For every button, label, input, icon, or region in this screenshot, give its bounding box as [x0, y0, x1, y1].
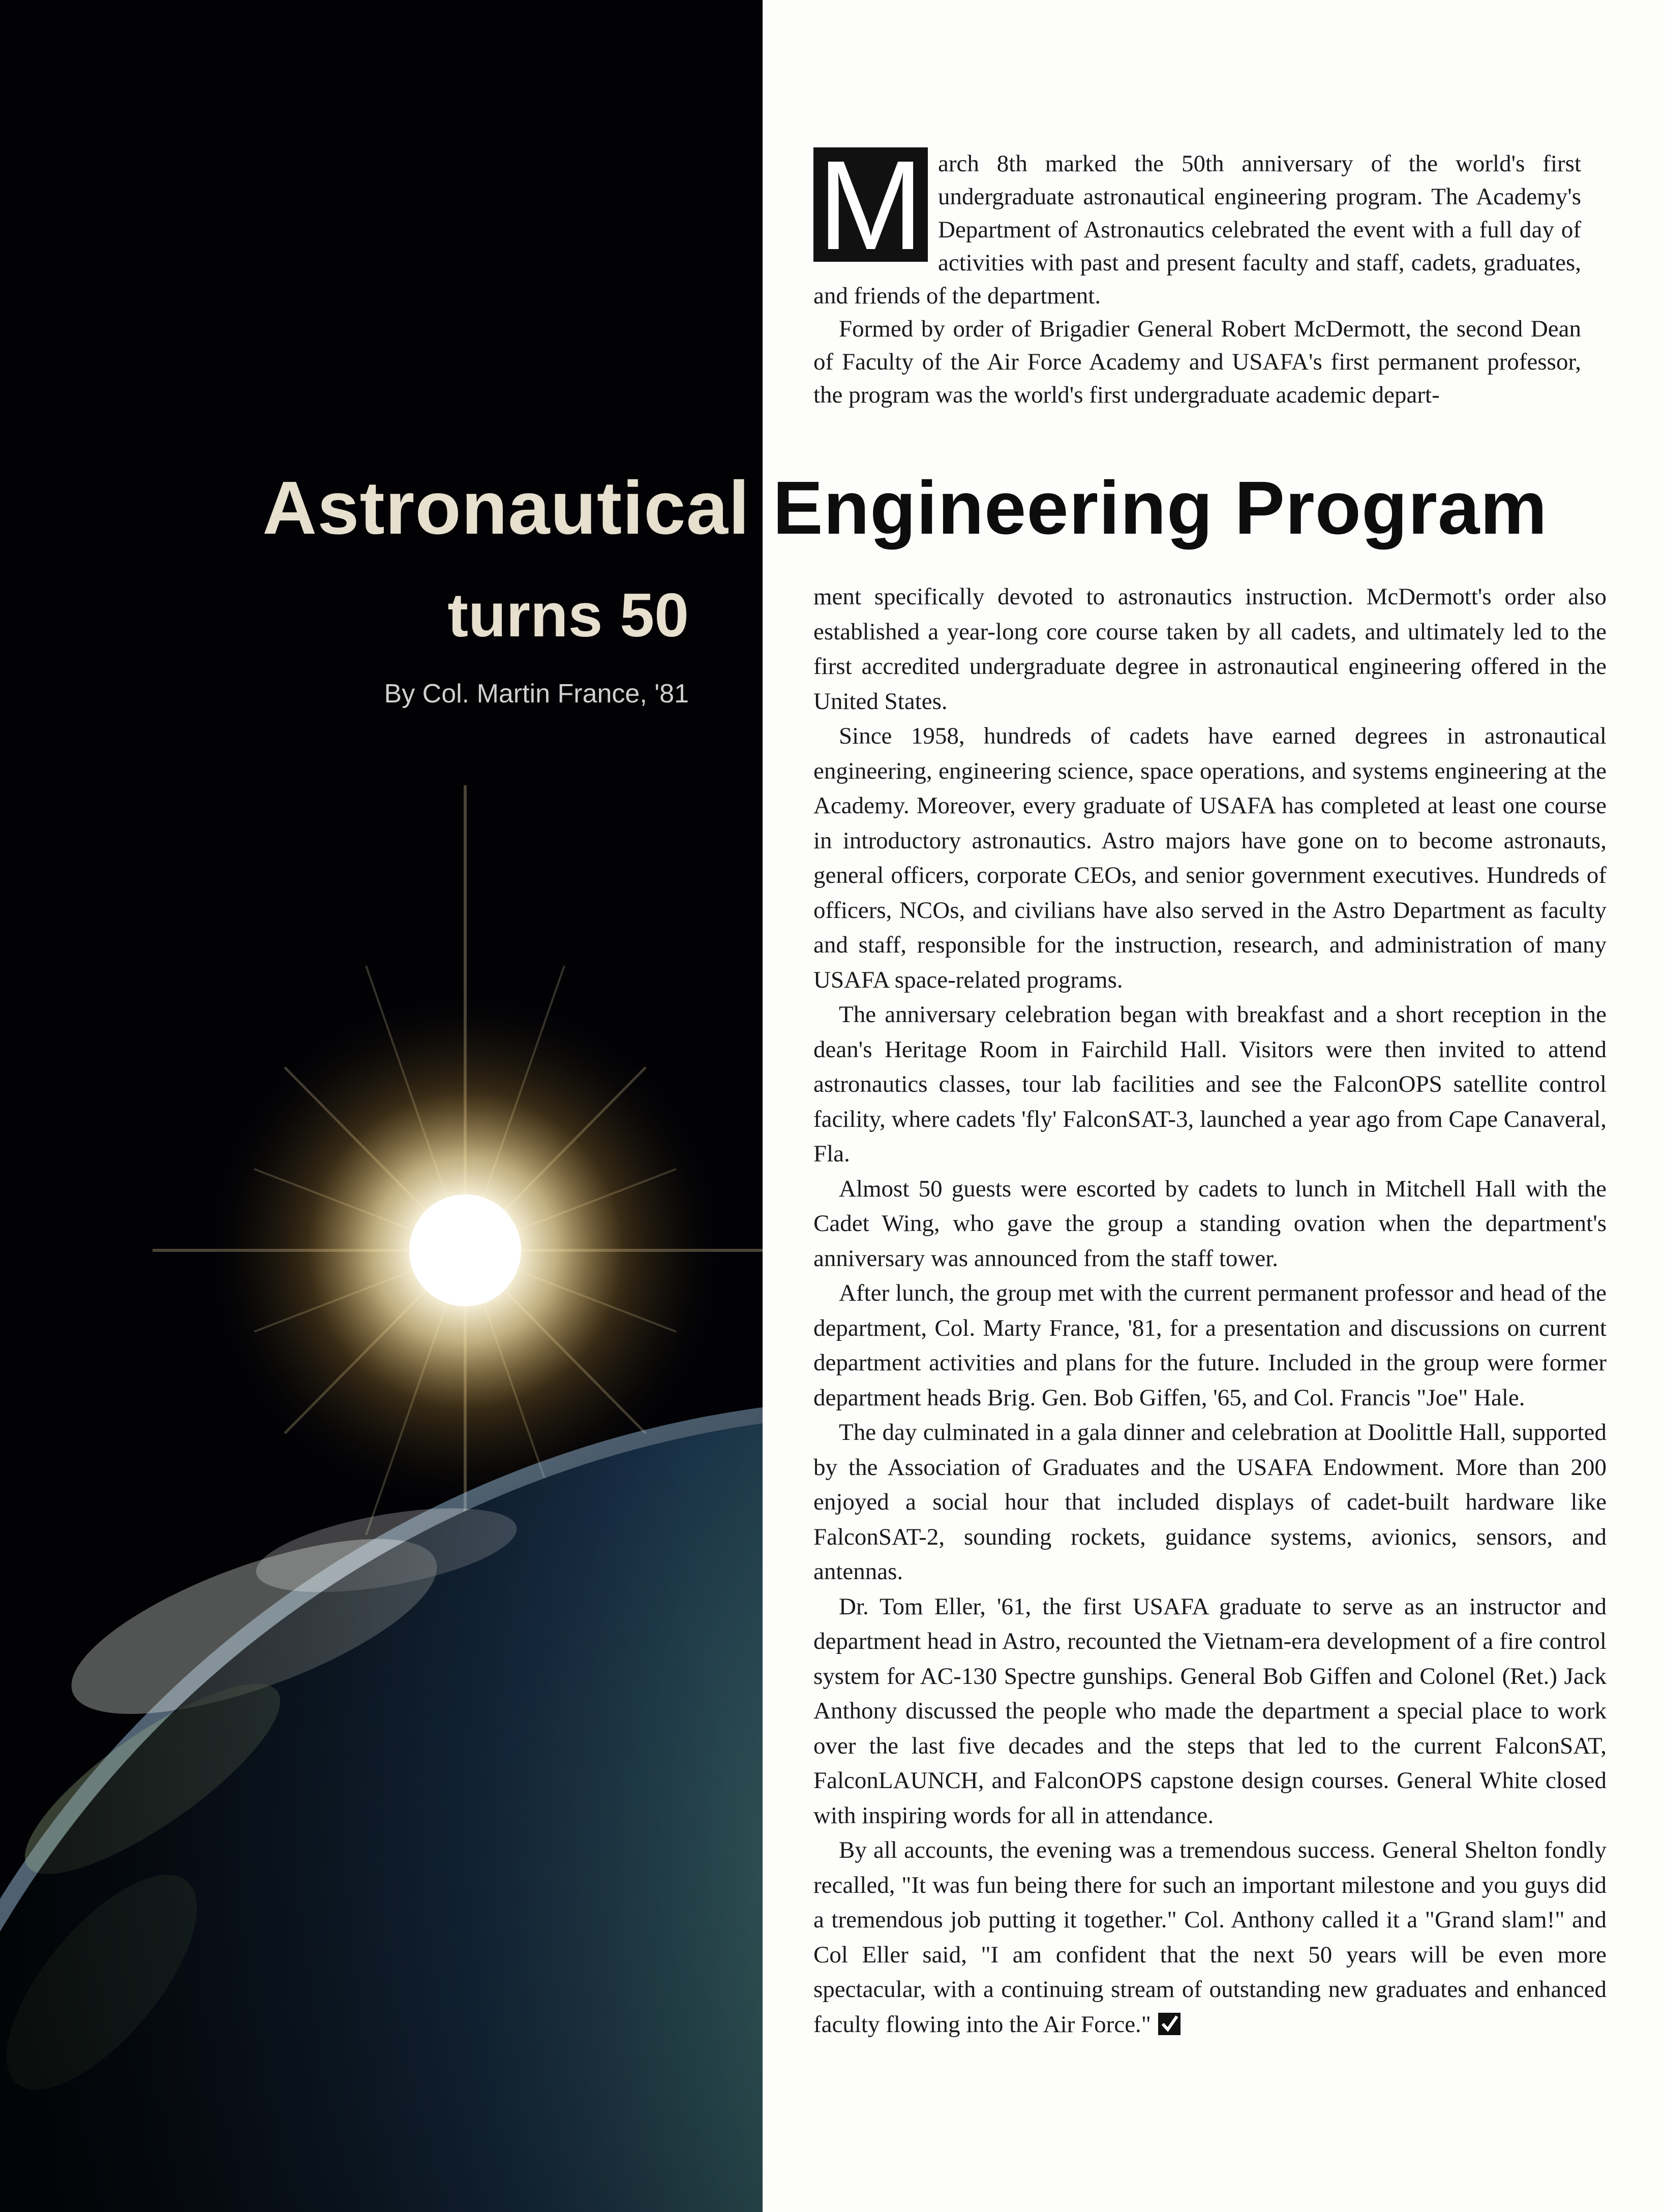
headline-word-astronautical: Astronautical [262, 466, 750, 550]
paragraph-8: Dr. Tom Eller, '61, the first USAFA graduate to serve as an instructor and department head in Astro, recounted the Vietnam-era development of a fire control system for AC-130 Spectre gunships. General Bob Giffen and Colonel (Ret.) Jack Anthony discussed the people who made the department a special place to work over the last five decades and the steps that led to the current FalconSAT, FalconLAUNCH, and FalconOPS capstone design courses. General White closed with inspiring words for all in attendance. [813, 1593, 1607, 1829]
article-body-top [813, 147, 1581, 412]
earth [0, 1398, 763, 2212]
paragraph-4: The anniversary celebration began with breakfast and a short reception in the dean's Heritage Room in Fairchild Hall. Visitors were then invited to attend astronautics classes, tour lab facilities and see the FalconOPS satellite control facility, where cadets 'fly' FalconSAT-3, launched a year ago from Cape Canaveral, Fla. [813, 1001, 1607, 1167]
article-body-bottom [813, 579, 1607, 2042]
earth-sunrise-image [0, 0, 763, 2212]
paragraph-7: The day culminated in a gala dinner and celebration at Doolittle Hall, supported by the Association of Graduates and the USAFA Endowment. More than 200 enjoyed a social hour that included displays of cadet-built hardware like FalconSAT-2, sounding rockets, guidance systems, avionics, sensors, and antennas. [813, 1419, 1607, 1585]
headline-line-1 [0, 465, 1665, 567]
byline: By Col. Martin France, '81 [384, 679, 689, 709]
space-photo-panel [0, 0, 763, 2212]
headline-line-2: turns 50 [447, 580, 689, 650]
paragraph-6: After lunch, the group met with the current permanent professor and head of the department, Col. Marty France, '81, for a presentation and discussions on current department activities and plans for the future. Included in the group were former department heads Brig. Gen. Bob Giffen, '65, and Col. Francis "Joe" Hale. [813, 1280, 1607, 1411]
paragraph-2-continued: ment specifically devoted to astronautics instruction. McDermott's order also established a year-long core course taken by all cadets, and ultimately led to the first accredited undergraduate degree in astronautical engineering offered in the United States. [813, 583, 1607, 715]
checkmark-icon [1158, 2013, 1180, 2035]
paragraph-3: Since 1958, hundreds of cadets have earned degrees in astronautical engineering, engineering science, space operations, and systems engineering at the Academy. Moreover, every graduate of USAFA has completed at least one course in introductory astronautics. Astro majors have gone on to become astronauts, general officers, corporate CEOs, and senior government executives. Hundreds of officers, NCOs, and civilians have also served in the Astro Department as faculty and staff, responsible for the instruction, research, and administration of many USAFA space-related programs. [813, 723, 1607, 993]
headline-words-engineering-program: Engineering Program [773, 466, 1548, 550]
paragraph-5: Almost 50 guests were escorted by cadets to lunch in Mitchell Hall with the Cadet Wing, who gave the group a standing ovation when the department's anniversary was announced from the staff tower. [813, 1175, 1607, 1272]
drop-cap: M [813, 147, 928, 262]
paragraph-1: arch 8th marked the 50th anniversary of the world's first undergraduate astronautical engineering program. The Academy's Department of Astronautics celebrated the event with a full day of activities with past and present faculty and staff, cadets, graduates, and friends of the department. [813, 150, 1581, 309]
paragraph-2-start: Formed by order of Brigadier General Robert McDermott, the second Dean of Faculty of the Air Force Academy and USAFA's first permanent professor, the program was the world's first undergraduate academic depart- [813, 316, 1581, 408]
paragraph-9 [813, 1833, 1607, 2042]
paragraph-9-text: By all accounts, the evening was a tremendous success. General Shelton fondly recalled, "It was fun being there for such an important milestone and you guys did a tremendous job putting it together." Col. Anthony called it a "Grand slam!" and Col Eller said, "I am confident that the next 50 years will be even more spectacular, with a continuing stream of outstanding new graduates and enhanced faculty flowing into the Air Force." [813, 1837, 1607, 2038]
